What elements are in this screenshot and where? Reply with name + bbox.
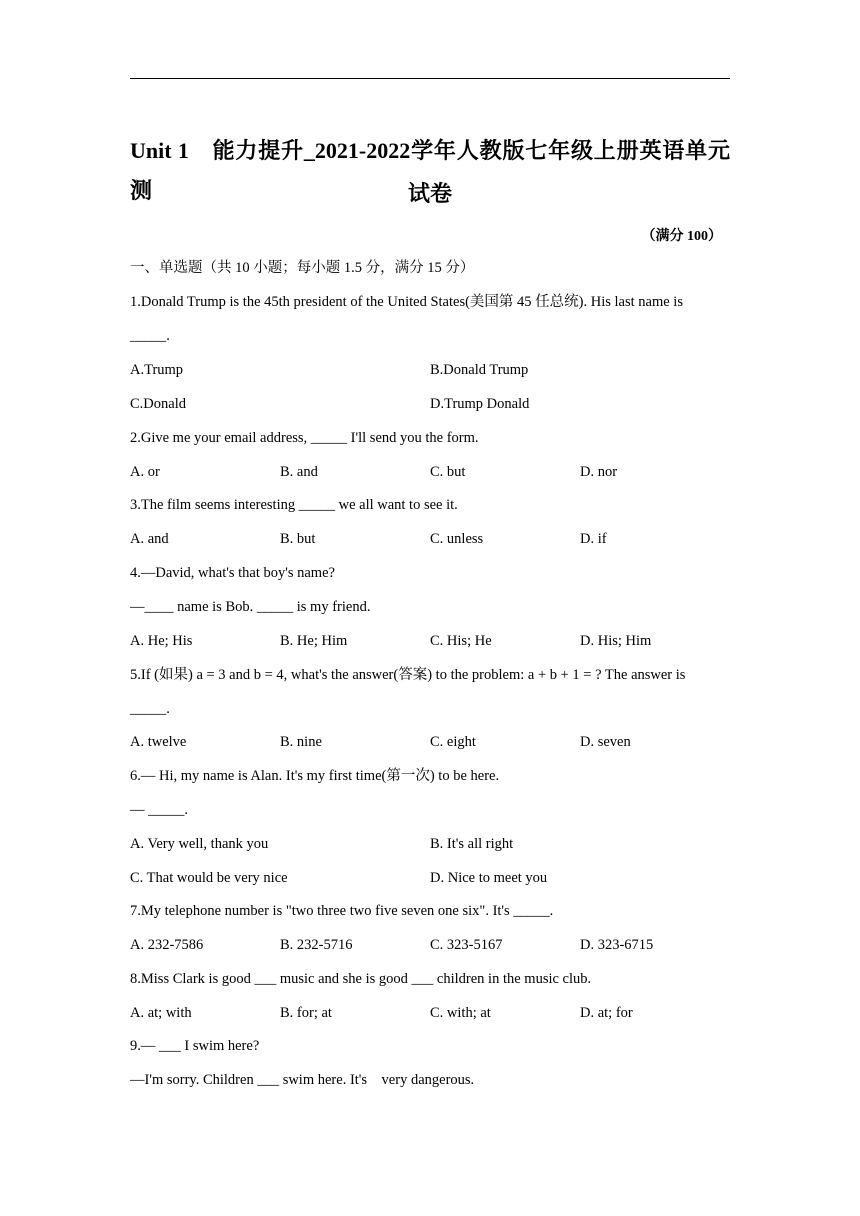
question-8-option-d: D. at; for — [580, 1005, 633, 1021]
question-4-stem: 4.—David, what's that boy's name? — [130, 565, 335, 581]
question-7-option-a: A. 232-7586 — [130, 937, 204, 953]
question-4-option-d: D. His; Him — [580, 633, 652, 649]
question-3-stem: 3.The film seems interesting _____ we all want to see it. — [130, 497, 458, 513]
page-title-line2: 试卷 — [407, 181, 452, 206]
question-6-stem-cont: — _____. — [130, 802, 188, 818]
question-6-stem: 6.— Hi, my name is Alan. It's my first time(第一次) to be here. — [130, 768, 500, 784]
question-1-option-d: D.Trump Donald — [430, 396, 530, 412]
question-6-option-c: C. That would be very nice — [130, 870, 288, 886]
question-1-option-c: C.Donald — [130, 396, 186, 412]
question-4-option-a: A. He; His — [130, 633, 193, 649]
question-6-option-d: D. Nice to meet you — [430, 870, 548, 886]
header-rule — [130, 78, 730, 79]
question-4-stem-cont: —____ name is Bob. _____ is my friend. — [130, 599, 371, 615]
question-5-option-b: B. nine — [280, 734, 322, 750]
question-6-option-a: A. Very well, thank you — [130, 836, 269, 852]
question-5-stem: 5.If (如果) a = 3 and b = 4, what's the answer(答案) to the problem: a + b + 1 = ? The answer is — [130, 667, 686, 683]
question-9-stem: 9.— ___ I swim here? — [130, 1038, 260, 1054]
question-2-option-d: D. nor — [580, 464, 618, 480]
score-note: （满分 100） — [641, 229, 722, 244]
question-5-option-d: D. seven — [580, 734, 631, 750]
question-8-option-a: A. at; with — [130, 1005, 192, 1021]
question-8-option-b: B. for; at — [280, 1005, 332, 1021]
question-1-stem-cont: _____. — [130, 328, 170, 344]
question-7-option-b: B. 232-5716 — [280, 937, 353, 953]
question-5-option-c: C. eight — [430, 734, 476, 750]
question-5-option-a: A. twelve — [130, 734, 187, 750]
question-2-option-a: A. or — [130, 464, 160, 480]
question-5-stem-cont: _____. — [130, 701, 170, 717]
question-3-option-b: B. but — [280, 531, 316, 547]
question-4-option-c: C. His; He — [430, 633, 492, 649]
section-heading: 一、单选题（共 10 小题；每小题 1.5 分，满分 15 分） — [130, 260, 475, 276]
question-6-option-b: B. It's all right — [430, 836, 514, 852]
question-2-stem: 2.Give me your email address, _____ I'll send you the form. — [130, 430, 479, 446]
question-1-option-b: B.Donald Trump — [430, 362, 529, 378]
question-8-option-c: C. with; at — [430, 1005, 491, 1021]
question-7-stem: 7.My telephone number is "two three two five seven one six". It's _____. — [130, 903, 554, 919]
question-9-stem-cont: —I'm sorry. Children ___ swim here. It's very dangerous. — [130, 1072, 475, 1088]
question-2-option-b: B. and — [280, 464, 318, 480]
question-3-option-d: D. if — [580, 531, 607, 547]
question-8-stem: 8.Miss Clark is good ___ music and she is good ___ children in the music club. — [130, 971, 592, 987]
question-4-option-b: B. He; Him — [280, 633, 348, 649]
question-7-option-d: D. 323-6715 — [580, 937, 654, 953]
question-1-option-a: A.Trump — [130, 362, 184, 378]
question-7-option-c: C. 323-5167 — [430, 937, 503, 953]
page-title-line1: Unit 1 能力提升_2021-2022学年人教版七年级上册英语单元测 — [130, 138, 730, 203]
question-3-option-a: A. and — [130, 531, 169, 547]
question-1-stem: 1.Donald Trump is the 45th president of the United States(美国第 45 任总统). His last name is — [130, 294, 683, 310]
question-3-option-c: C. unless — [430, 531, 484, 547]
question-2-option-c: C. but — [430, 464, 466, 480]
